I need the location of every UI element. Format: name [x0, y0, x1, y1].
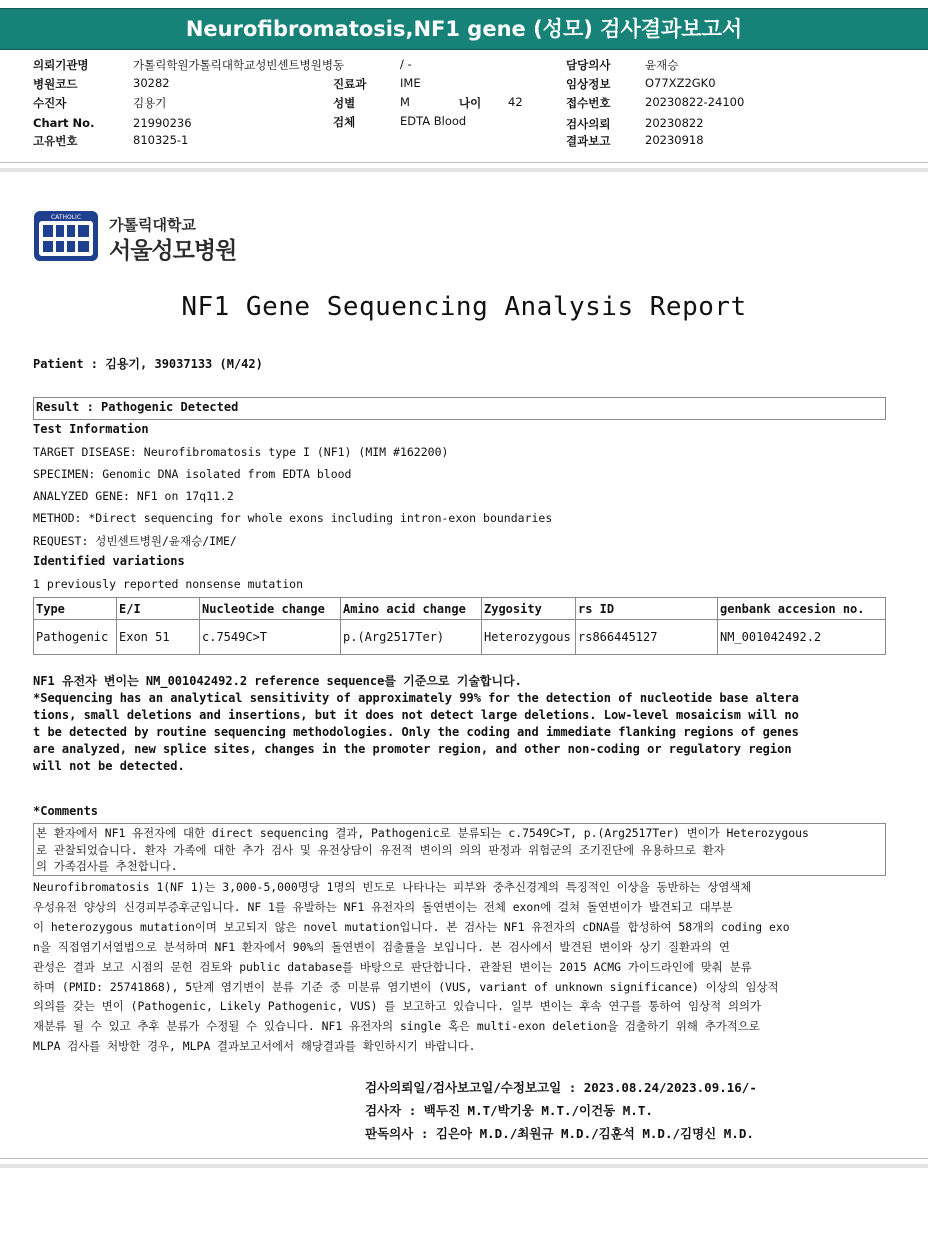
result-line: Result : Pathogenic Detected [36, 400, 239, 414]
clinical-label: 임상정보 [566, 77, 611, 91]
chart-value: 21990236 [133, 116, 192, 130]
logo-university-name: 가톨릭대학교 [109, 216, 196, 234]
report-title-bar: Neurofibromatosis,NF1 gene (성모) 검사결과보고서 [0, 8, 928, 50]
chart-label: Chart No. [33, 116, 95, 130]
cell-rs-id: rs866445127 [576, 620, 718, 655]
cell-genbank: NM_001042492.2 [718, 620, 886, 655]
request-label: 검사의뢰 [566, 117, 611, 131]
doctor-label: 담당의사 [566, 58, 611, 72]
table-header-row [34, 598, 886, 620]
ward-value: / - [400, 57, 412, 71]
age-label: 나이 [459, 96, 482, 110]
reception-value: 20230822-24100 [645, 95, 745, 109]
column-header: Zygosity [482, 598, 576, 620]
target-disease: TARGET DISEASE: Neurofibromatosis type I (NF1) (MIM #162200) [33, 445, 449, 459]
request-value: 20230822 [645, 116, 704, 130]
clinical-value: O77XZ2GK0 [645, 76, 716, 90]
reception-label: 접수번호 [566, 96, 611, 110]
result-box [33, 397, 886, 420]
cell-exon: Exon 51 [117, 620, 200, 655]
comments-box [33, 823, 886, 876]
institution-label: 의뢰기관명 [33, 58, 89, 72]
hospital-code-label: 병원코드 [33, 77, 78, 91]
logo-hospital-name: 서울성모병원 [109, 238, 237, 264]
method-line: METHOD: *Direct sequencing for whole exons including intron-exon boundaries [33, 511, 553, 525]
specimen-label: 검체 [333, 115, 356, 129]
table-row [34, 620, 886, 655]
specimen-value: EDTA Blood [400, 114, 467, 128]
request-line: REQUEST: 성빈센트병원/윤재승/IME/ [33, 534, 237, 548]
cell-amino-acid: p.(Arg2517Ter) [341, 620, 482, 655]
sex-value: M [400, 95, 410, 109]
header-divider-shadow [0, 168, 928, 172]
hospital-emblem-icon [33, 210, 99, 262]
column-header: Type [34, 598, 117, 620]
test-info-heading: Test Information [33, 422, 149, 436]
sex-label: 성별 [333, 96, 356, 110]
column-header: Nucleotide change [200, 598, 341, 620]
column-header: genbank accesion no. [718, 598, 886, 620]
specimen-line: SPECIMEN: Genomic DNA isolated from EDTA blood [33, 467, 352, 481]
age-value: 42 [508, 95, 523, 109]
variations-heading: Identified variations [33, 554, 185, 568]
column-header: rs ID [576, 598, 718, 620]
header-divider [0, 162, 928, 163]
cell-zygosity: Heterozygous [482, 620, 576, 655]
comments-body: Neurofibromatosis 1(NF 1)는 3,000-5,000명당 1명의 빈도로 나타나는 피부와 중추신경계의 특징적인 이상을 동반하는 상염색체 우성유전 양상의 신경피부증후군입니다. NF 1를 유발하는 NF1 유전자의 돌연변이는 전체 exon에 걸쳐 돌연변이가 발견되고 대부분 이 heterozygous mutation이며 보고되지 않은 novel mutation입니다. 본 검사는 NF1 유전자의 cDNA를 합성하여 58개의 coding exo n을 직접염기서열법으로 분석하며 NF1 환자에서 90%의 돌연변이 검출률을 보입니다. 본 검사에서 발견된 변이와 상기 질환과의 연 관성은 결과 보고 시점의 문헌 검토와 public database를 바탕으로 판단합니다. 관찰된 변이는 2015 ACMG 가이드라인에 맞춰 분류 하며 (PMID: 25741868), 5단계 염기변이 분류 기준 중 미분류 염기변이 (VUS, variant of unknown significance) 이상의 임상적 의의를 갖는 변이 (Pathogenic, Likely Pathogenic, VUS) 를 보고하고 있습니다. 일부 변이는 후속 연구를 통하여 임상적 의의가 재분류 될 수 있고 추후 분류가 수정될 수 있습니다. NF1 유전자의 single 혹은 multi-exon deletion을 검출하기 위해 추가적으로 MLPA 검사를 처방한 경우, MLPA 결과보고서에서 해당결과를 확인하시기 바랍니다. [33, 880, 790, 1054]
department-label: 진료과 [333, 77, 367, 91]
cell-type: Pathogenic [34, 620, 117, 655]
analyzed-gene: ANALYZED GENE: NF1 on 17q11.2 [33, 489, 234, 503]
emblem-text: CATHOLIC [50, 214, 82, 221]
recipient-value: 김용기 [133, 96, 167, 110]
footer-divider-shadow [0, 1164, 928, 1168]
variations-summary: 1 previously reported nonsense mutation [33, 577, 304, 591]
technicians: 검사자 : 백두진 M.T/박기웅 M.T./이건동 M.T. [365, 1103, 653, 1118]
department-value: IME [400, 76, 421, 90]
variations-table [33, 597, 886, 655]
sequencing-disclaimer: NF1 유전자 변이는 NM_001042492.2 reference sequence를 기준으로 기술합니다. *Sequencing has an analytical sensitivity of approximately 99% for the detection of nucleotide base altera tions, small deletions and insertions, but it does not detect large deletions. Low-level mosaicism will no t be detected by routine sequencing methodologies. Only the coding and immediate flanking regions of genes are analyzed, new splice sites, changes in the promoter region, and other non-coding or regulatory region will not be detected. [33, 674, 799, 773]
unique-value: 810325-1 [133, 133, 189, 147]
unique-label: 고유번호 [33, 134, 78, 148]
footer-divider [0, 1158, 928, 1159]
institution-value: 가톨릭학원가톨릭대학교성빈센트병원병동 [133, 58, 345, 72]
column-header: Amino acid change [341, 598, 482, 620]
patient-line: Patient : 김용기, 39037133 (M/42) [33, 357, 263, 371]
report-label: 결과보고 [566, 134, 611, 148]
comments-heading: *Comments [33, 804, 99, 818]
column-header: E/I [117, 598, 200, 620]
report-value: 20230918 [645, 133, 704, 147]
comments-summary: 본 환자에서 NF1 유전자에 대한 direct sequencing 결과, Pathogenic로 분류되는 c.7549C>T, p.(Arg2517Ter) 변이가 Heterozygous 로 관찰되었습니다. 환자 가족에 대한 추가 검사 및 유전상담이 유전적 변이의 의의 판정과 위험군의 조기진단에 유용하므로 환자 의 가족검사를 추천합니다. [36, 826, 809, 873]
hospital-code-value: 30282 [133, 76, 170, 90]
reading-physicians: 판독의사 : 김은아 M.D./최원규 M.D./김훈석 M.D./김명신 M.D. [365, 1126, 754, 1141]
recipient-label: 수진자 [33, 96, 67, 110]
cell-nucleotide: c.7549C>T [200, 620, 341, 655]
doctor-value: 윤재승 [645, 58, 679, 72]
hospital-logo [33, 210, 253, 266]
report-title: NF1 Gene Sequencing Analysis Report [181, 292, 747, 322]
report-dates: 검사의뢰일/검사보고일/수정보고일 : 2023.08.24/2023.09.16/- [365, 1080, 757, 1095]
